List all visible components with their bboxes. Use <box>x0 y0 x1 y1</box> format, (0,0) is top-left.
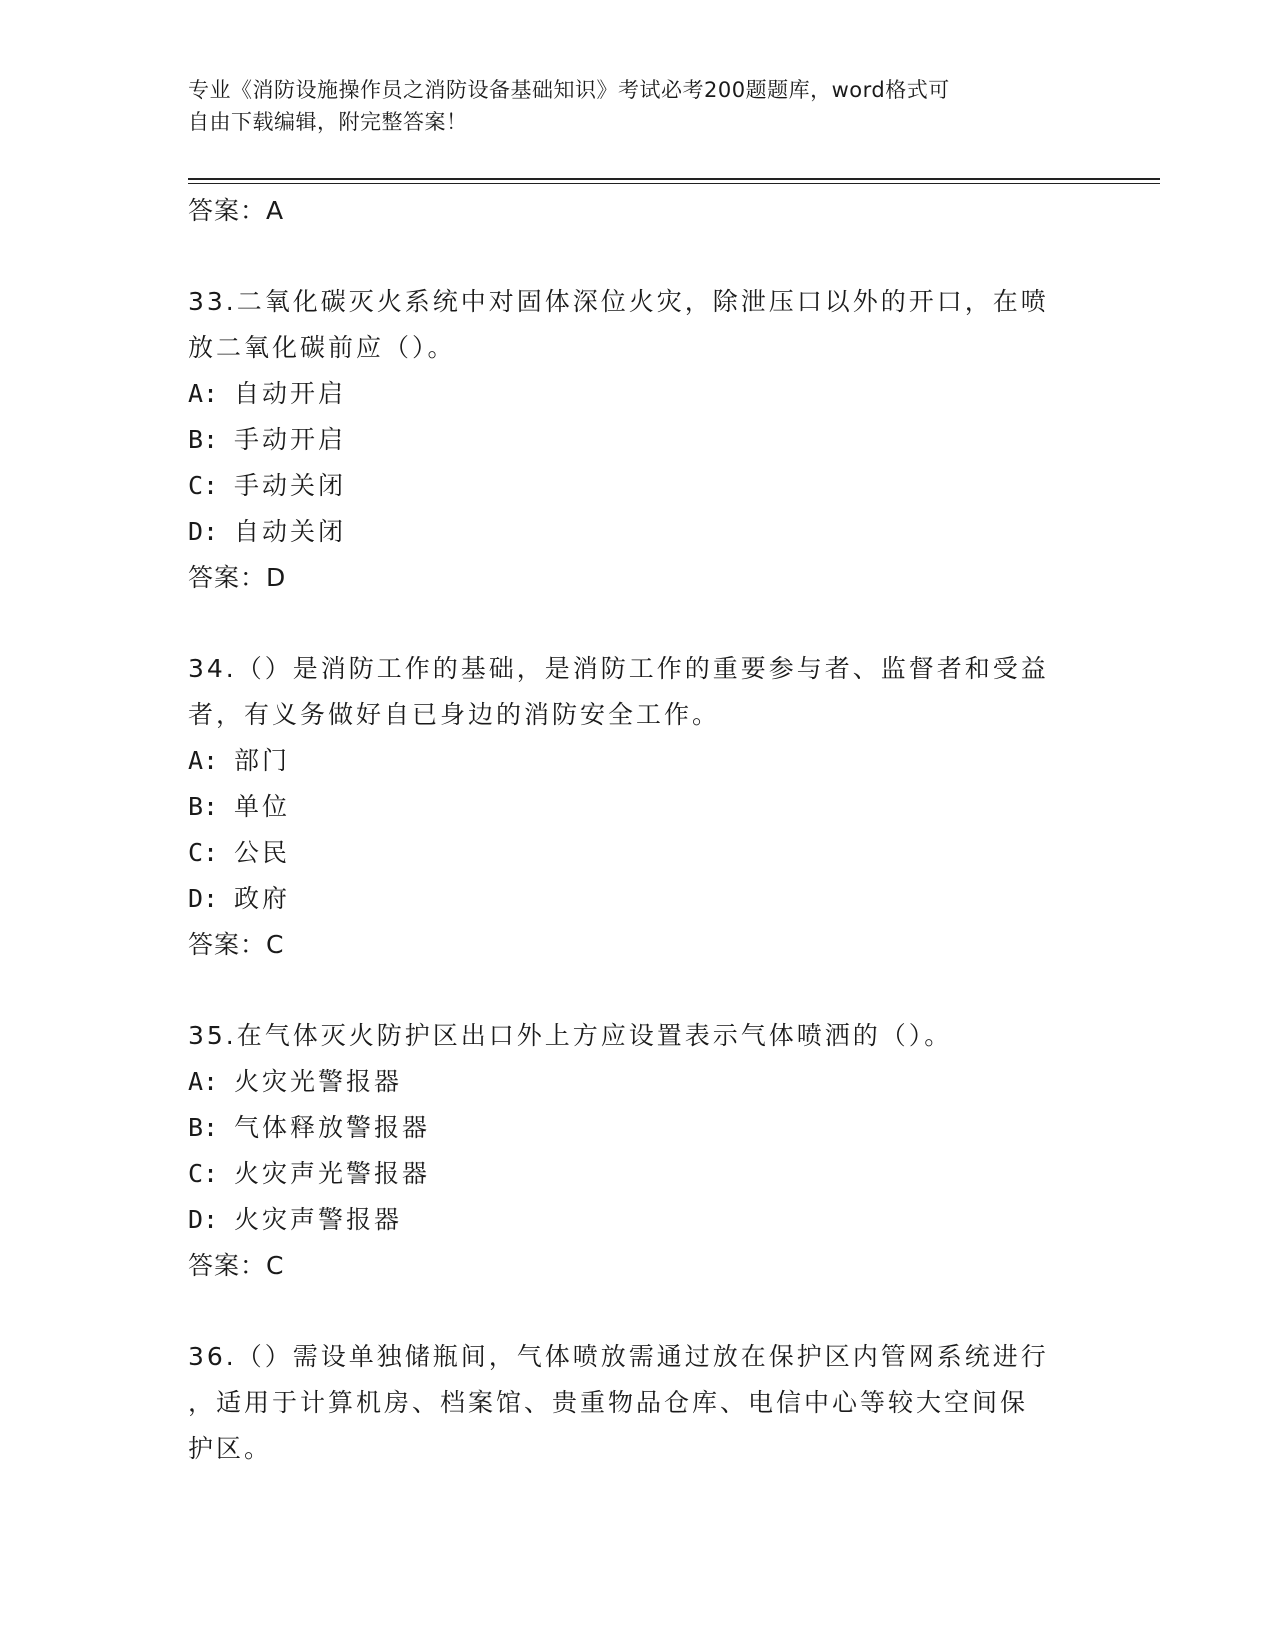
header-divider-thick <box>188 178 1160 180</box>
question-text <box>188 279 1088 371</box>
option-text: 自动开启 <box>234 379 347 408</box>
header-line-2: 自由下载编辑，附完整答案！ <box>188 110 468 134</box>
document-header <box>188 74 1088 138</box>
question-line: 34.（）是消防工作的基础，是消防工作的重要参与者、监督者和受益 <box>188 654 1049 683</box>
option-key: B: <box>188 792 219 821</box>
option-d <box>188 876 1088 922</box>
question-text <box>188 1013 1088 1059</box>
option-key: A: <box>188 379 219 408</box>
option-text: 火灾声警报器 <box>234 1205 403 1234</box>
answer-line: 答案：C <box>188 930 285 959</box>
option-a <box>188 1059 1088 1105</box>
option-text: 手动关闭 <box>234 471 347 500</box>
header-line-1: 专业《消防设施操作员之消防设备基础知识》考试必考200题题库，word格式可 <box>188 78 950 102</box>
question-text <box>188 1334 1088 1472</box>
question-text <box>188 646 1088 738</box>
option-text: 自动关闭 <box>234 517 347 546</box>
option-c <box>188 463 1088 509</box>
option-key: A: <box>188 1067 219 1096</box>
question-33 <box>188 279 1088 601</box>
question-34 <box>188 646 1088 968</box>
option-c <box>188 830 1088 876</box>
option-key: C: <box>188 838 219 867</box>
question-36 <box>188 1334 1088 1472</box>
option-key: B: <box>188 425 219 454</box>
option-a <box>188 738 1088 784</box>
option-d <box>188 509 1088 555</box>
question-line: 护区。 <box>188 1434 273 1463</box>
option-text: 火灾光警报器 <box>234 1067 403 1096</box>
option-c <box>188 1151 1088 1197</box>
header-divider-thin <box>188 183 1160 184</box>
option-text: 公民 <box>234 838 291 867</box>
question-line: 放二氧化碳前应（）。 <box>188 333 456 362</box>
option-a <box>188 371 1088 417</box>
document-body <box>188 188 1088 1472</box>
question-line: 者，有义务做好自已身边的消防安全工作。 <box>188 700 721 729</box>
option-key: C: <box>188 471 219 500</box>
option-text: 气体释放警报器 <box>234 1113 431 1142</box>
question-line: 36.（）需设单独储瓶间，气体喷放需通过放在保护区内管网系统进行 <box>188 1342 1049 1371</box>
option-key: C: <box>188 1159 219 1188</box>
option-key: A: <box>188 746 219 775</box>
option-b <box>188 417 1088 463</box>
question-35 <box>188 1013 1088 1289</box>
question-line: 35.在气体灭火防护区出口外上方应设置表示气体喷洒的（）。 <box>188 1021 953 1050</box>
option-key: D: <box>188 1205 219 1234</box>
option-text: 部门 <box>234 746 291 775</box>
answer-line: 答案：D <box>188 563 287 592</box>
option-text: 手动开启 <box>234 425 347 454</box>
previous-answer: 答案：A <box>188 196 285 225</box>
option-key: D: <box>188 517 219 546</box>
option-text: 政府 <box>234 884 291 913</box>
option-text: 火灾声光警报器 <box>234 1159 431 1188</box>
option-text: 单位 <box>234 792 291 821</box>
option-b <box>188 784 1088 830</box>
option-key: D: <box>188 884 219 913</box>
option-b <box>188 1105 1088 1151</box>
question-line: 33.二氧化碳灭火系统中对固体深位火灾，除泄压口以外的开口，在喷 <box>188 287 1049 316</box>
option-key: B: <box>188 1113 219 1142</box>
question-line: ，适用于计算机房、档案馆、贵重物品仓库、电信中心等较大空间保 <box>188 1388 1029 1417</box>
answer-line: 答案：C <box>188 1251 285 1280</box>
option-d <box>188 1197 1088 1243</box>
